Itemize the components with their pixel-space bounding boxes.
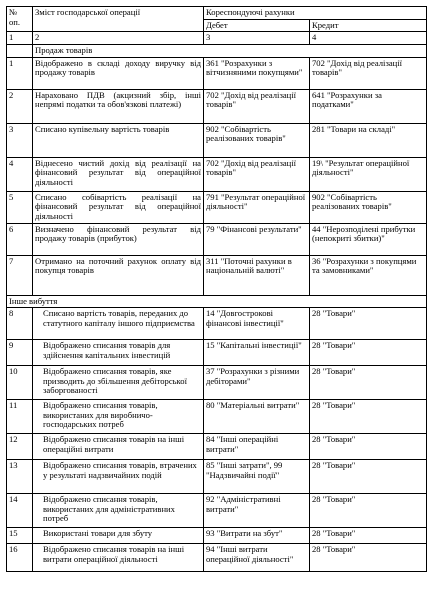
credit-account: 36 "Розрахунки з покупцями та замовниками" bbox=[310, 255, 427, 295]
row-number: 13 bbox=[7, 460, 33, 494]
operation-description: Відображено списання товарів на інші операційні витрати bbox=[33, 434, 204, 460]
table-row bbox=[7, 340, 427, 366]
row-number: 16 bbox=[7, 544, 33, 572]
table-row bbox=[7, 528, 427, 544]
debit-account: 80 "Матеріальні витрати" bbox=[204, 400, 310, 434]
header-debit: Дебет bbox=[204, 19, 310, 32]
operation-description: Відображено списання товарів, використаних для адміністративних потреб bbox=[33, 494, 204, 528]
debit-account: 93 "Витрати на збут" bbox=[204, 528, 310, 544]
column-number: 3 bbox=[204, 32, 310, 45]
table-row bbox=[7, 494, 427, 528]
debit-account: 702 "Дохід від реалізації товарів" bbox=[204, 157, 310, 191]
row-number: 12 bbox=[7, 434, 33, 460]
table-row bbox=[7, 544, 427, 572]
credit-account: 28 "Товари" bbox=[310, 340, 427, 366]
debit-account: 79 "Фінансові результати" bbox=[204, 223, 310, 255]
row-number: 4 bbox=[7, 157, 33, 191]
section-title: Інше вибуття bbox=[7, 295, 427, 308]
section-title: Продаж товарів bbox=[33, 44, 427, 57]
debit-account: 84 "Інші операційні витрати" bbox=[204, 434, 310, 460]
credit-account: 702 "Дохід від реалізації товарів" bbox=[310, 57, 427, 89]
table-row bbox=[7, 366, 427, 400]
operation-description: Списано вартість товарів, переданих до статутного капіталу іншого підприємства bbox=[33, 308, 204, 340]
table-body bbox=[7, 7, 427, 572]
section-row bbox=[7, 295, 427, 308]
debit-account: 361 "Розрахунки з вітчизняними покупцями" bbox=[204, 57, 310, 89]
column-number: 1 bbox=[7, 32, 33, 45]
credit-account: 28 "Товари" bbox=[310, 460, 427, 494]
debit-account: 791 "Результат операційної діяльності" bbox=[204, 191, 310, 223]
debit-account: 94 "Інші витрати операційної діяльності" bbox=[204, 544, 310, 572]
row-number: 7 bbox=[7, 255, 33, 295]
table-row bbox=[7, 223, 427, 255]
operation-description: Списано собівартість реалізації на фінансовий результат від операційної діяльності bbox=[33, 191, 204, 223]
operation-description: Визначено фінансовий результат від продажу товарів (прибуток) bbox=[33, 223, 204, 255]
header-num: № оп. bbox=[7, 7, 33, 32]
operation-description: Відображено списання товарів, яке призводить до збільшення дебіторської заборгованості bbox=[33, 366, 204, 400]
operation-description: Відображено списання товарів для здійснення капітальних інвестицій bbox=[33, 340, 204, 366]
row-number: 14 bbox=[7, 494, 33, 528]
operation-description: Відображено в складі доходу виручку від продажу товарів bbox=[33, 57, 204, 89]
credit-account: 281 "Товари на складі" bbox=[310, 123, 427, 157]
row-number: 2 bbox=[7, 89, 33, 123]
row-number: 6 bbox=[7, 223, 33, 255]
accounting-entries-table bbox=[6, 6, 427, 572]
debit-account: 902 "Собівартість реалізованих товарів" bbox=[204, 123, 310, 157]
operation-description: Віднесено чистий дохід від реалізації на фінансовий результат від операційної діяльності bbox=[33, 157, 204, 191]
table-row bbox=[7, 123, 427, 157]
credit-account: 19\ "Результат операційної діяльності" bbox=[310, 157, 427, 191]
debit-account: 85 "Інші затрати", 99 "Надзвичайні події" bbox=[204, 460, 310, 494]
credit-account: 28 "Товари" bbox=[310, 434, 427, 460]
credit-account: 28 "Товари" bbox=[310, 544, 427, 572]
section-row bbox=[7, 44, 427, 57]
table-row bbox=[7, 89, 427, 123]
table-row bbox=[7, 460, 427, 494]
debit-account: 37 "Розрахунки з різними дебіторами" bbox=[204, 366, 310, 400]
operation-description: Відображено списання товарів на інші витрати операційної діяльності bbox=[33, 544, 204, 572]
row-number: 5 bbox=[7, 191, 33, 223]
table-row bbox=[7, 434, 427, 460]
debit-account: 311 "Поточні рахунки в національній валюті" bbox=[204, 255, 310, 295]
table-row bbox=[7, 255, 427, 295]
table-row bbox=[7, 57, 427, 89]
row-number: 15 bbox=[7, 528, 33, 544]
operation-description: Нараховано ПДВ (акцизний збір, інші непрямі податки та обов'язкові платежі) bbox=[33, 89, 204, 123]
debit-account: 92 "Адміністративні витрати" bbox=[204, 494, 310, 528]
table-row bbox=[7, 191, 427, 223]
row-number: 11 bbox=[7, 400, 33, 434]
operation-description: Використані товари для збуту bbox=[33, 528, 204, 544]
credit-account: 641 "Розрахунки за податками" bbox=[310, 89, 427, 123]
header-row bbox=[7, 7, 427, 20]
operation-description: Відображено списання товарів, використаних для виробничо-господарських потреб bbox=[33, 400, 204, 434]
row-number: 3 bbox=[7, 123, 33, 157]
section-num-cell bbox=[7, 44, 33, 57]
row-number: 1 bbox=[7, 57, 33, 89]
row-number: 9 bbox=[7, 340, 33, 366]
credit-account: 28 "Товари" bbox=[310, 528, 427, 544]
credit-account: 28 "Товари" bbox=[310, 308, 427, 340]
credit-account: 44 "Нерозподілені прибутки (непокриті збитки)" bbox=[310, 223, 427, 255]
debit-account: 702 "Дохід від реалізації товарів" bbox=[204, 89, 310, 123]
header-credit: Кредит bbox=[310, 19, 427, 32]
debit-account: 15 "Капітальні інвестиції" bbox=[204, 340, 310, 366]
operation-description: Отримано на поточний рахунок оплату від покупця товарів bbox=[33, 255, 204, 295]
column-number: 2 bbox=[33, 32, 204, 45]
credit-account: 28 "Товари" bbox=[310, 494, 427, 528]
operation-description: Відображено списання товарів, втрачених у результаті надзвичайних подій bbox=[33, 460, 204, 494]
row-number: 10 bbox=[7, 366, 33, 400]
debit-account: 14 "Довгострокові фінансові інвестиції" bbox=[204, 308, 310, 340]
credit-account: 28 "Товари" bbox=[310, 400, 427, 434]
table-row bbox=[7, 157, 427, 191]
row-number: 8 bbox=[7, 308, 33, 340]
table-row bbox=[7, 400, 427, 434]
column-number-row bbox=[7, 32, 427, 45]
credit-account: 902 "Собівартість реалізованих товарів" bbox=[310, 191, 427, 223]
header-accounts: Кореспондуючі рахунки bbox=[204, 7, 427, 20]
credit-account: 28 "Товари" bbox=[310, 366, 427, 400]
header-operation: Зміст господарської операції bbox=[33, 7, 204, 32]
operation-description: Списано купівельну вартість товарів bbox=[33, 123, 204, 157]
table-row bbox=[7, 308, 427, 340]
column-number: 4 bbox=[310, 32, 427, 45]
